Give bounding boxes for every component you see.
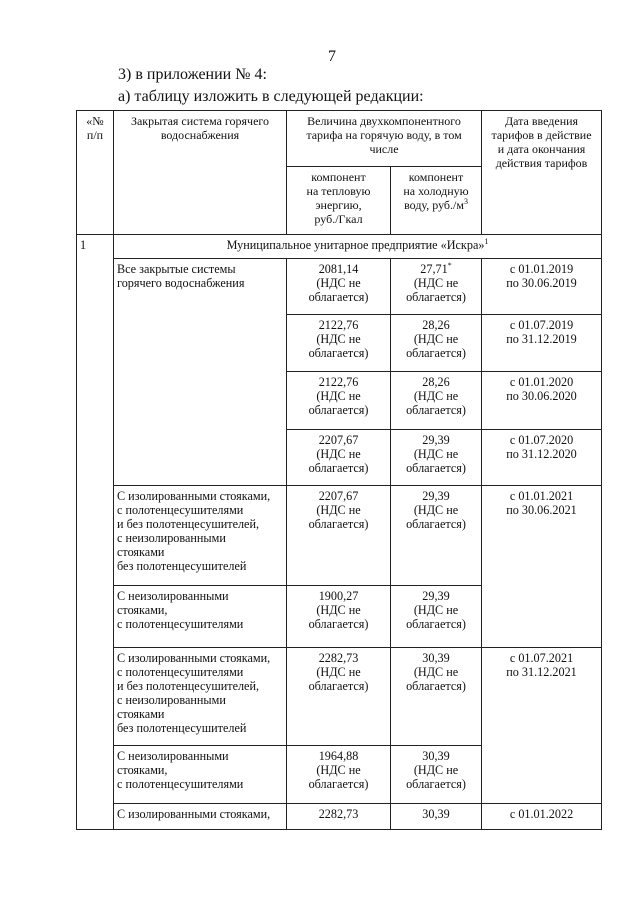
heat-cell: 2207,67 (НДС не облагается) [287,486,391,586]
heat-cell: 1964,88 (НДС не облагается) [287,746,391,804]
cold-cell: 27,71* (НДС не облагается) [391,259,482,315]
system-cell: С неизолированными стояками, с полотенцесушителями [114,746,287,804]
header-cold-sup: 3 [463,197,468,206]
date-cell: с 01.07.2020 по 31.12.2020 [482,430,602,486]
heat-cell: 2122,76 (НДС не облагается) [287,372,391,430]
header-heat: компонент на тепловую энергию, руб./Гкал [287,167,391,235]
cold-mark: * [447,260,452,270]
table-row [77,259,602,315]
system-cell: С изолированными стояками, с полотенцесушителями и без полотенцесушителей, с неизолированными стояками без полотенцесушителей [114,486,287,586]
table-row [77,648,602,746]
date-cell: с 01.07.2019 по 31.12.2019 [482,315,602,372]
heat-cell: 2081,14 (НДС не облагается) [287,259,391,315]
intro-line-1: 3) в приложении № 4: [118,66,267,83]
header-dates: Дата введения тарифов в действие и дата окончания действия тарифов [482,111,602,235]
org-row [77,235,602,259]
cold-cell: 29,39 (НДС не облагается) [391,430,482,486]
table-row [77,804,602,830]
page-number: 7 [328,48,336,65]
system-cell: С изолированными стояками, [114,804,287,830]
tariff-table [76,110,602,830]
system-cell: Все закрытые системы горячего водоснабжения [114,259,287,486]
cold-cell: 30,39 (НДС не облагается) [391,746,482,804]
cold-cell: 29,39 (НДС не облагается) [391,586,482,648]
org-num: 1 [77,235,114,830]
header-system: Закрытая система горячего водоснабжения [114,111,287,235]
date-cell: с 01.01.2019 по 30.06.2019 [482,259,602,315]
heat-cell: 2282,73 (НДС не облагается) [287,648,391,746]
date-cell: с 01.01.2020 по 30.06.2020 [482,372,602,430]
header-tariff: Величина двухкомпонентного тарифа на горячую воду, в том числе [287,111,482,167]
header-cold: компонент на холодную воду, $руб./м^3$ [391,167,482,235]
heat-cell: 2122,76 (НДС не облагается) [287,315,391,372]
intro-line-2: а) таблицу изложить в следующей редакции: [118,88,424,105]
header-row [77,111,602,167]
cold-cell: 29,39 (НДС не облагается) [391,486,482,586]
table-row [77,486,602,586]
date-cell: с 01.01.2021 по 30.06.2021 [482,486,602,648]
org-sup: 1 [484,236,489,246]
heat-cell: 2282,73 [287,804,391,830]
heat-cell: 1900,27 (НДС не облагается) [287,586,391,648]
cold-cell: 28,26 (НДС не облагается) [391,372,482,430]
system-cell: С изолированными стояками, с полотенцесушителями и без полотенцесушителей, с неизолированными стояками без полотенцесушителей [114,648,287,746]
cold-cell: 30,39 [391,804,482,830]
cold-cell: 30,39 (НДС не облагается) [391,648,482,746]
date-cell: с 01.07.2021 по 31.12.2021 [482,648,602,804]
date-cell: с 01.01.2022 [482,804,602,830]
header-num: «№ п/п [77,111,114,235]
heat-cell: 2207,67 (НДС не облагается) [287,430,391,486]
system-cell: С неизолированными стояками, с полотенцесушителями [114,586,287,648]
org-name-cell: Муниципальное унитарное предприятие «Искра»$^1$ [114,235,602,259]
cold-cell: 28,26 (НДС не облагается) [391,315,482,372]
